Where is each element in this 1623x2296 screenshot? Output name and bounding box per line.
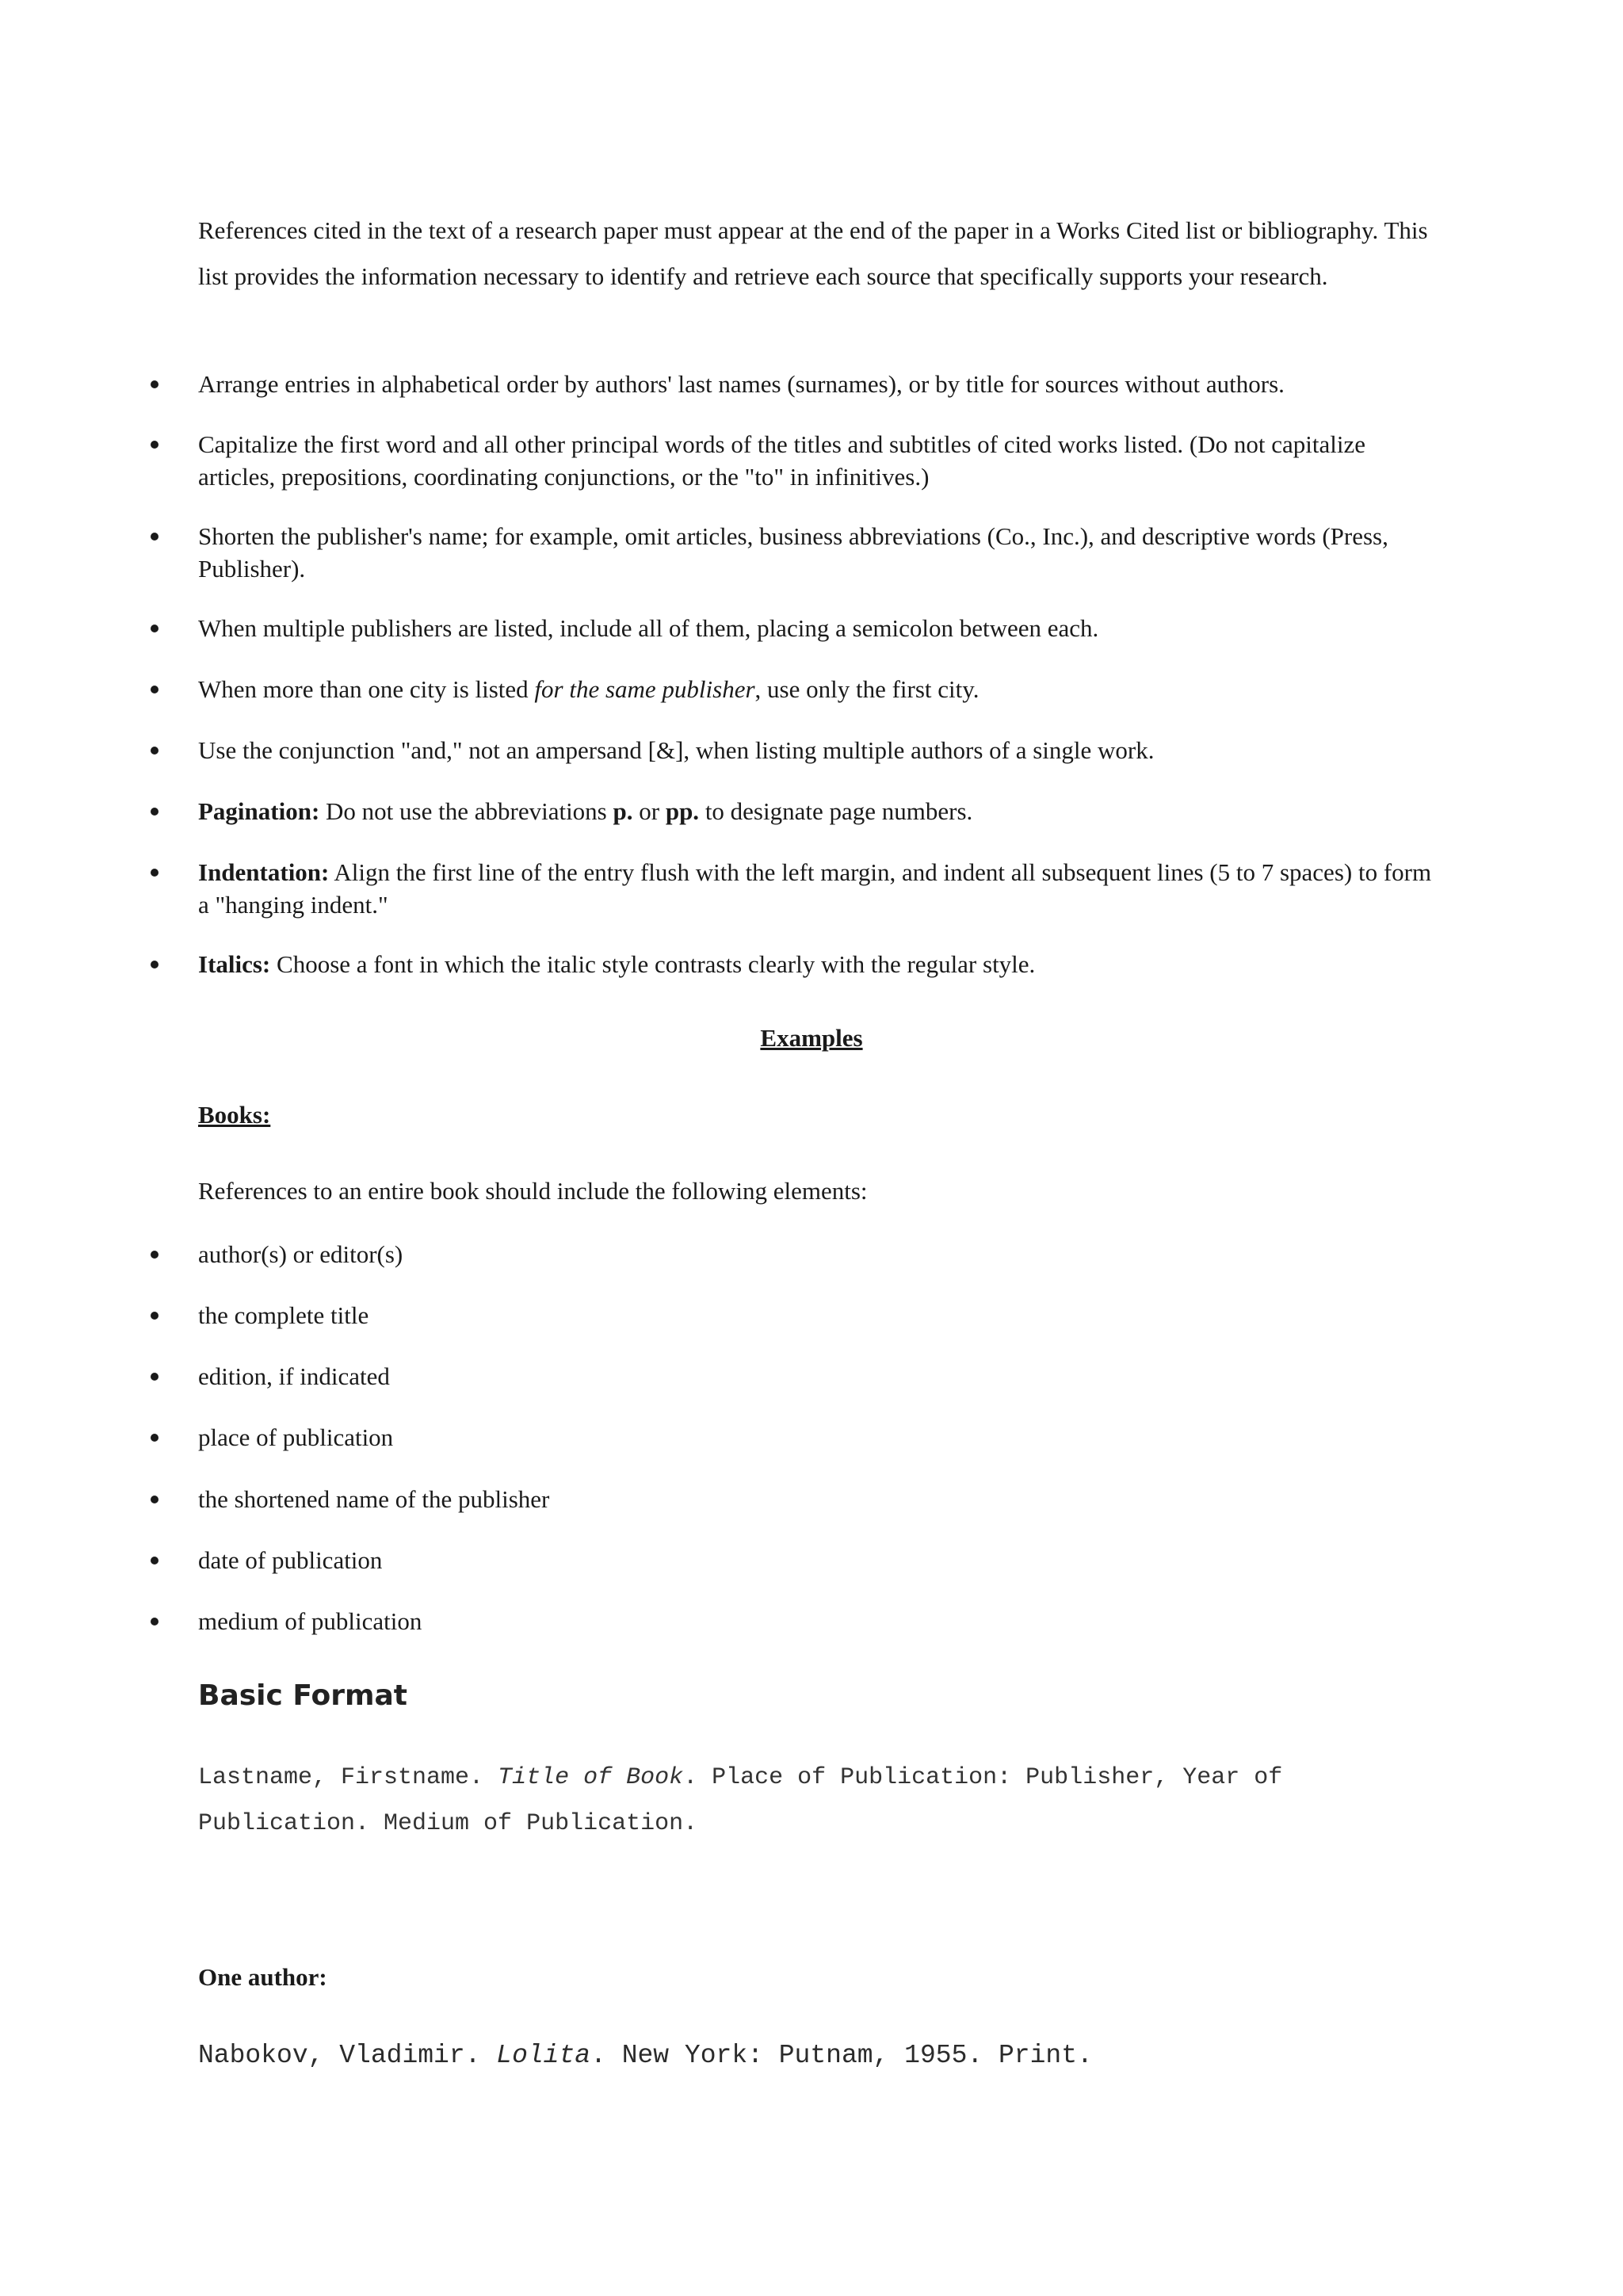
books-intro: References to an entire book should include the following elements: <box>198 1177 868 1205</box>
rule-text: or <box>632 797 666 825</box>
rule-italics <box>198 948 1434 980</box>
format-text: Lastname, Firstname. <box>198 1764 498 1791</box>
citation-text: . New York: Putnam, 1955. Print. <box>590 2041 1093 2070</box>
element-item: author(s) or editor(s) <box>198 1238 1434 1270</box>
one-author-example <box>198 2033 1434 2079</box>
element-item: place of publication <box>198 1421 1434 1454</box>
rule-multiple-publishers: When multiple publishers are listed, include all of them, placing a semicolon between each. <box>198 612 1434 644</box>
rule-text: to designate page numbers. <box>699 797 973 825</box>
rule-abbrev-pp: pp. <box>665 797 700 825</box>
rule-text: Do not use the abbreviations <box>319 797 613 825</box>
one-author-heading: One author: <box>198 1963 327 1991</box>
examples-heading <box>0 1022 1623 1054</box>
intro-paragraph: References cited in the text of a research paper must appear at the end of the paper in a Works Cited list or bibliography. This list provides the information necessary to identify and retrieve each source that specifically supports your research. <box>198 216 1428 290</box>
rule-label: Italics: <box>198 950 271 978</box>
element-item: medium of publication <box>198 1605 1434 1637</box>
element-item: the complete title <box>198 1299 1434 1331</box>
rule-text: Choose a font in which the italic style contrasts clearly with the regular style. <box>270 950 1036 978</box>
rule-label: Indentation: <box>198 858 330 886</box>
books-heading-text: Books: <box>198 1101 271 1129</box>
rule-text: , use only the first city. <box>754 675 980 703</box>
rule-shorten-publisher: Shorten the publisher's name; for example, omit articles, business abbreviations (Co., Inc.), and descriptive words (Press, Publisher). <box>198 520 1434 585</box>
examples-heading-text: Examples <box>760 1024 863 1052</box>
element-item: the shortened name of the publisher <box>198 1483 1434 1515</box>
rule-label: Pagination: <box>198 797 320 825</box>
citation-text: Nabokov, Vladimir. <box>198 2041 497 2070</box>
rule-capitalize: Capitalize the first word and all other principal words of the titles and subtitles of cited works listed. (Do not capitalize articles, prepositions, coordinating conjunctions, or the "to" in infinitives.) <box>198 428 1434 493</box>
element-item: date of publication <box>198 1544 1434 1576</box>
basic-format-heading: Basic Format <box>198 1679 408 1712</box>
rule-indentation <box>198 856 1434 921</box>
basic-format-template <box>198 1755 1434 1847</box>
rule-text: Align the first line of the entry flush with the left margin, and indent all subsequent lines (5 to 7 spaces) to form a "hanging indent." <box>198 858 1432 919</box>
rule-emphasis: for the same publisher <box>534 675 755 703</box>
format-text: . Place of Publication: Publisher, Year of Publication. Medium of Publication. <box>198 1764 1283 1837</box>
element-item: edition, if indicated <box>198 1360 1434 1392</box>
rule-text: When more than one city is listed <box>198 675 535 703</box>
citation-title: Lolita <box>496 2041 591 2070</box>
rule-abbrev-p: p. <box>613 797 633 825</box>
rule-conjunction: Use the conjunction "and," not an ampersand [&], when listing multiple authors of a single work. <box>198 734 1434 766</box>
rule-pagination <box>198 795 1434 827</box>
format-title: Title of Book <box>498 1764 684 1791</box>
rule-multiple-cities <box>198 673 1434 705</box>
rule-alphabetical: Arrange entries in alphabetical order by authors' last names (surnames), or by title for sources without authors. <box>198 368 1434 400</box>
books-heading <box>198 1098 1434 1131</box>
